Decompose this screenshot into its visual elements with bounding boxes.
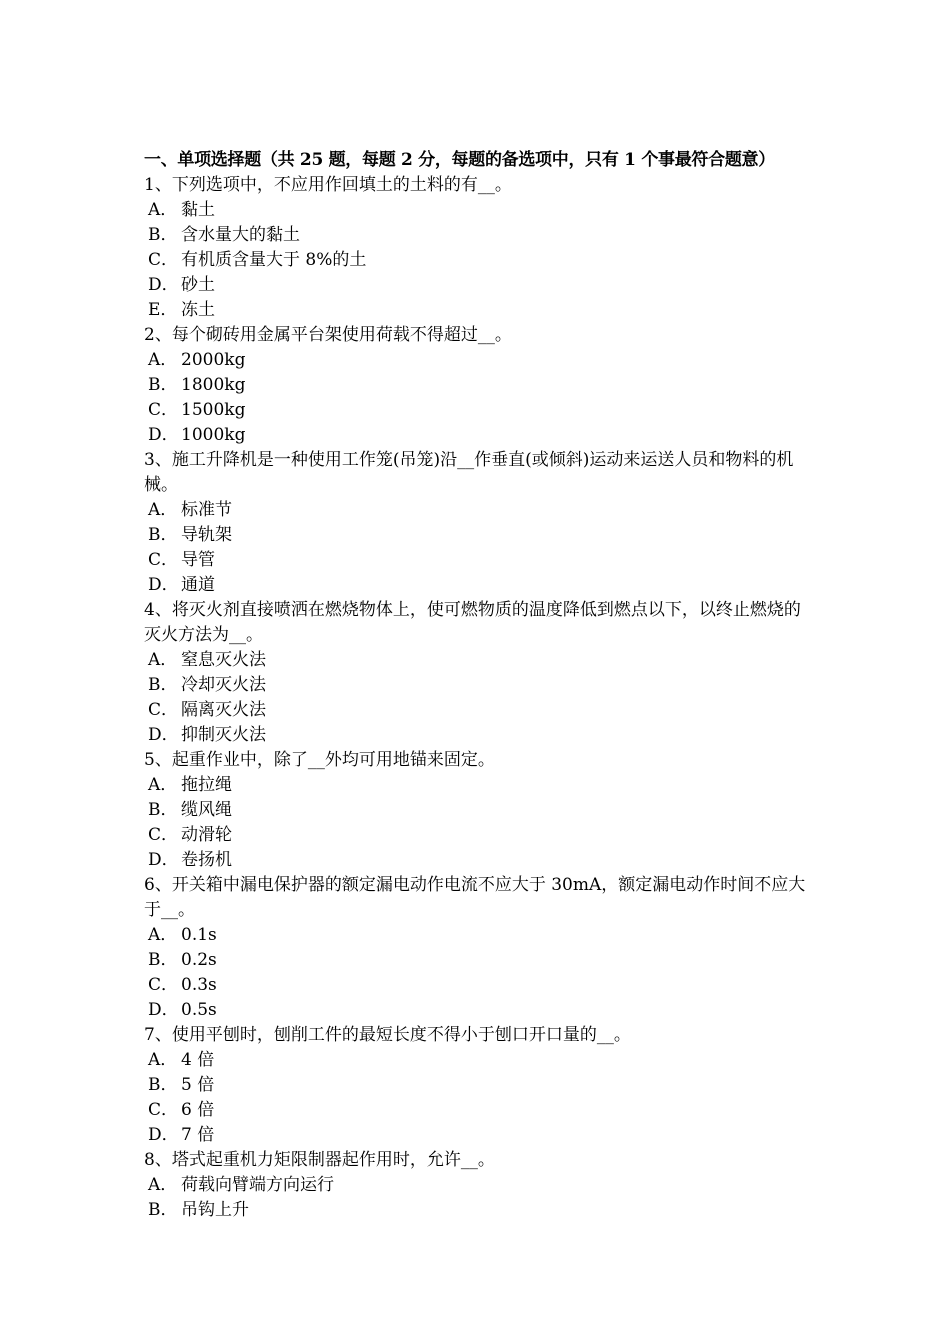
option-text: 1500kg — [181, 400, 246, 420]
option-key: A． — [148, 200, 178, 220]
option-text: 砂土 — [181, 275, 215, 295]
option-text: 5 倍 — [181, 1075, 215, 1095]
option-text: 0.1s — [181, 925, 217, 945]
option-key: B． — [148, 675, 178, 695]
option-item — [144, 1123, 814, 1148]
question-2 — [144, 323, 814, 448]
option-item — [144, 373, 814, 398]
option-item — [144, 1198, 814, 1223]
question-1 — [144, 173, 814, 323]
option-text: 导管 — [181, 550, 215, 570]
option-key: D． — [148, 275, 179, 295]
option-text: 荷载向臂端方向运行 — [181, 1175, 334, 1195]
option-text: 窒息灭火法 — [181, 650, 266, 670]
question-stem: 6、开关箱中漏电保护器的额定漏电动作电流不应大于 30mA，额定漏电动作时间不应大于__。 — [144, 875, 806, 920]
question-stem: 2、每个砌砖用金属平台架使用荷载不得超过__。 — [144, 325, 512, 345]
option-text: 抑制灭火法 — [181, 725, 266, 745]
option-item — [144, 673, 814, 698]
option-key: D． — [148, 575, 179, 595]
option-text: 冻土 — [181, 300, 215, 320]
option-item — [144, 973, 814, 998]
option-key: A． — [148, 1050, 178, 1070]
option-text: 4 倍 — [181, 1050, 215, 1070]
option-text: 动滑轮 — [181, 825, 232, 845]
option-list — [144, 1048, 814, 1148]
question-stem: 1、下列选项中，不应用作回填土的土料的有__。 — [144, 175, 512, 195]
option-key: A． — [148, 650, 178, 670]
option-list — [144, 198, 814, 323]
question-4 — [144, 598, 814, 748]
option-key: D． — [148, 1000, 179, 1020]
option-item — [144, 1048, 814, 1073]
option-item — [144, 573, 814, 598]
option-key: D． — [148, 1125, 179, 1145]
option-text: 导轨架 — [181, 525, 232, 545]
option-key: B． — [148, 1200, 178, 1220]
option-item — [144, 698, 814, 723]
question-stem: 8、塔式起重机力矩限制器起作用时，允许__。 — [144, 1150, 495, 1170]
option-text: 6 倍 — [181, 1100, 215, 1120]
option-item — [144, 1073, 814, 1098]
option-text: 标准节 — [181, 500, 232, 520]
option-item — [144, 498, 814, 523]
option-text: 缆风绳 — [181, 800, 232, 820]
option-key: A． — [148, 775, 178, 795]
option-key: B． — [148, 225, 178, 245]
option-item — [144, 798, 814, 823]
question-list — [144, 173, 814, 1223]
option-item — [144, 1098, 814, 1123]
option-key: D． — [148, 850, 179, 870]
option-text: 0.5s — [181, 1000, 217, 1020]
option-item — [144, 823, 814, 848]
option-item — [144, 1173, 814, 1198]
section-title: 一、单项选择题（共 25 题，每题 2 分，每题的备选项中，只有 1 个事最符合题意） — [144, 150, 775, 170]
option-item — [144, 523, 814, 548]
option-key: C． — [148, 400, 179, 420]
option-item — [144, 923, 814, 948]
option-key: C． — [148, 550, 179, 570]
option-text: 有机质含量大于 8%的土 — [181, 250, 367, 270]
option-item — [144, 998, 814, 1023]
option-key: B． — [148, 375, 178, 395]
option-item — [144, 398, 814, 423]
option-item — [144, 848, 814, 873]
option-list — [144, 773, 814, 873]
option-list — [144, 1173, 814, 1223]
option-text: 隔离灭火法 — [181, 700, 266, 720]
option-text: 卷扬机 — [181, 850, 232, 870]
option-item — [144, 298, 814, 323]
option-item — [144, 348, 814, 373]
option-key: A． — [148, 1175, 178, 1195]
option-item — [144, 273, 814, 298]
option-text: 7 倍 — [181, 1125, 215, 1145]
option-item — [144, 248, 814, 273]
option-text: 0.2s — [181, 950, 217, 970]
option-text: 1800kg — [181, 375, 246, 395]
option-text: 2000kg — [181, 350, 246, 370]
question-8 — [144, 1148, 814, 1223]
question-stem: 4、将灭火剂直接喷洒在燃烧物体上，使可燃物质的温度降低到燃点以下，以终止燃烧的灭火方法为__。 — [144, 600, 801, 645]
option-key: B． — [148, 525, 178, 545]
document-page — [144, 148, 814, 1223]
option-item — [144, 423, 814, 448]
option-item — [144, 223, 814, 248]
option-key: B． — [148, 1075, 178, 1095]
question-stem: 5、起重作业中，除了__外均可用地锚来固定。 — [144, 750, 495, 770]
option-text: 含水量大的黏土 — [181, 225, 300, 245]
option-text: 吊钩上升 — [181, 1200, 249, 1220]
option-text: 冷却灭火法 — [181, 675, 266, 695]
question-3 — [144, 448, 814, 598]
option-key: C． — [148, 250, 179, 270]
option-item — [144, 773, 814, 798]
option-key: D． — [148, 725, 179, 745]
option-key: D． — [148, 425, 179, 445]
question-5 — [144, 748, 814, 873]
option-text: 0.3s — [181, 975, 217, 995]
option-text: 通道 — [181, 575, 215, 595]
option-item — [144, 723, 814, 748]
option-key: E． — [148, 300, 178, 320]
option-key: B． — [148, 800, 178, 820]
question-stem: 3、施工升降机是一种使用工作笼(吊笼)沿__作垂直(或倾斜)运动来运送人员和物料的机械。 — [144, 450, 794, 495]
option-text: 1000kg — [181, 425, 246, 445]
option-list — [144, 923, 814, 1023]
option-key: A． — [148, 925, 178, 945]
option-key: C． — [148, 825, 179, 845]
question-6 — [144, 873, 814, 1023]
option-list — [144, 498, 814, 598]
option-item — [144, 948, 814, 973]
option-key: C． — [148, 1100, 179, 1120]
option-list — [144, 648, 814, 748]
option-item — [144, 198, 814, 223]
option-key: C． — [148, 975, 179, 995]
option-key: C． — [148, 700, 179, 720]
option-key: A． — [148, 350, 178, 370]
option-text: 黏土 — [181, 200, 215, 220]
option-key: B． — [148, 950, 178, 970]
question-7 — [144, 1023, 814, 1148]
option-text: 拖拉绳 — [181, 775, 232, 795]
option-key: A． — [148, 500, 178, 520]
option-list — [144, 348, 814, 448]
question-stem: 7、使用平刨时，刨削工件的最短长度不得小于刨口开口量的__。 — [144, 1025, 631, 1045]
option-item — [144, 648, 814, 673]
option-item — [144, 548, 814, 573]
